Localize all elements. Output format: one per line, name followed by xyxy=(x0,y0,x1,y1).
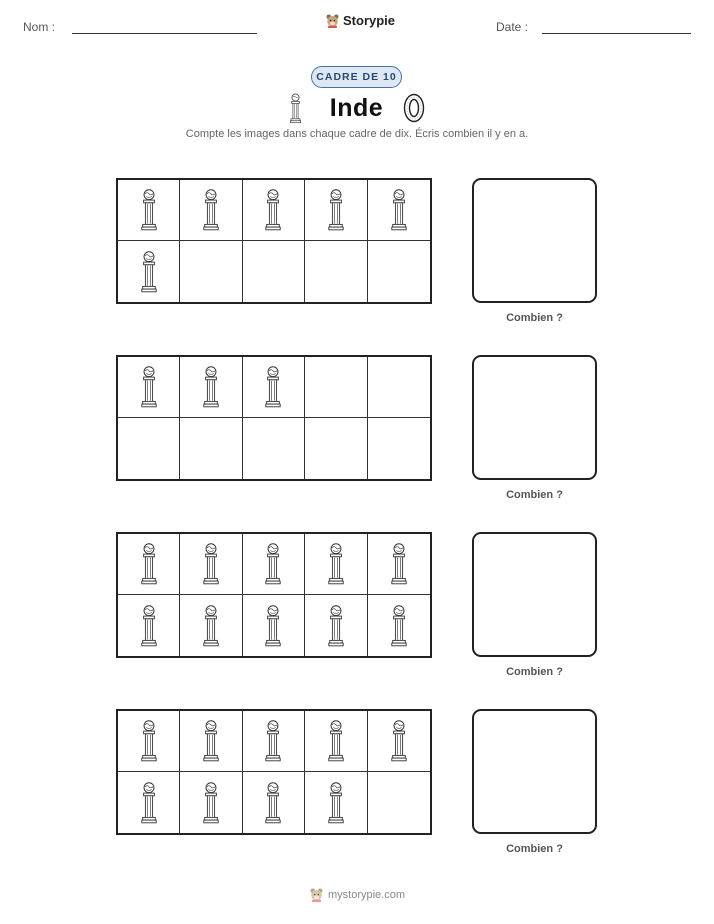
globe-pillar-icon xyxy=(140,250,158,294)
ten-frame-cell xyxy=(180,772,242,833)
ten-frame-cell xyxy=(118,180,180,241)
ten-frame-cell xyxy=(243,711,305,772)
date-label: Date : xyxy=(496,20,529,34)
globe-pillar-icon xyxy=(140,781,158,825)
ten-frame-cell xyxy=(118,418,180,479)
ten-frame-cell xyxy=(305,534,367,595)
outlined-digit-zero xyxy=(403,93,425,123)
globe-pillar-icon xyxy=(327,188,345,232)
globe-pillar-icon xyxy=(264,781,282,825)
answer-box-3[interactable] xyxy=(472,532,597,657)
ten-frame-cell xyxy=(180,180,242,241)
globe-pillar-icon xyxy=(327,781,345,825)
globe-pillar-icon xyxy=(264,188,282,232)
answer-label: Combien ? xyxy=(506,489,563,501)
date-line[interactable] xyxy=(542,33,691,34)
ten-frame-cell xyxy=(368,180,430,241)
ten-frame-cell xyxy=(118,772,180,833)
globe-pillar-icon xyxy=(202,604,220,648)
globe-pillar-icon xyxy=(289,93,302,124)
ten-frame-4 xyxy=(116,709,432,835)
name-label: Nom : xyxy=(23,20,56,34)
ten-frame-cell xyxy=(368,772,430,833)
globe-pillar-icon xyxy=(202,719,220,763)
answer-box-2[interactable] xyxy=(472,355,597,480)
ten-frame-cell xyxy=(180,534,242,595)
globe-pillar-icon xyxy=(202,542,220,586)
ten-frame-2 xyxy=(116,355,432,481)
ten-frame-cell xyxy=(305,180,367,241)
ten-frame-cell xyxy=(305,772,367,833)
ten-frame-cell xyxy=(368,418,430,479)
globe-pillar-icon xyxy=(140,604,158,648)
ten-frame-cell xyxy=(180,357,242,418)
ten-frame-cell xyxy=(118,241,180,302)
ten-frame-cell xyxy=(180,418,242,479)
ten-frame-cell xyxy=(368,357,430,418)
globe-pillar-icon xyxy=(390,188,408,232)
ten-frame-cell xyxy=(118,711,180,772)
logo-text: Storypie xyxy=(343,13,396,28)
ten-frame-cell xyxy=(368,241,430,302)
ten-frame-cell xyxy=(118,534,180,595)
ten-frame-cell xyxy=(118,595,180,656)
ten-frame-cell xyxy=(180,711,242,772)
answer-box-4[interactable] xyxy=(472,709,597,834)
ten-frame-3 xyxy=(116,532,432,658)
globe-pillar-icon xyxy=(264,365,282,409)
ten-frame-cell xyxy=(305,595,367,656)
globe-pillar-icon xyxy=(202,188,220,232)
globe-pillar-icon xyxy=(202,781,220,825)
name-line[interactable] xyxy=(72,33,257,34)
ten-frame-cell xyxy=(368,534,430,595)
ten-frame-1 xyxy=(116,178,432,304)
ten-frame-cell xyxy=(368,711,430,772)
ten-frame-cell xyxy=(305,357,367,418)
ten-frame-cell xyxy=(243,595,305,656)
globe-pillar-icon xyxy=(327,604,345,648)
answer-box-1[interactable] xyxy=(472,178,597,303)
ten-frame-cell xyxy=(305,711,367,772)
ten-frame-cell xyxy=(243,241,305,302)
bear-icon xyxy=(309,887,324,902)
globe-pillar-icon xyxy=(140,719,158,763)
ten-frame-cell xyxy=(180,595,242,656)
globe-pillar-icon xyxy=(327,542,345,586)
title-row xyxy=(0,92,714,124)
ten-frame-cell xyxy=(243,418,305,479)
footer-url: mystorypie.com xyxy=(327,888,406,901)
ten-frame-cell xyxy=(305,418,367,479)
instructions: Compte les images dans chaque cadre de dix. Écris combien il y en a. xyxy=(185,128,529,140)
ten-frame-cell xyxy=(243,180,305,241)
answer-label: Combien ? xyxy=(506,843,563,855)
ten-frame-cell xyxy=(243,772,305,833)
worksheet-type-badge: CADRE DE 10 xyxy=(311,66,402,88)
globe-pillar-icon xyxy=(202,365,220,409)
globe-pillar-icon xyxy=(390,604,408,648)
ten-frame-cell xyxy=(118,357,180,418)
ten-frame-cell xyxy=(180,241,242,302)
answer-label: Combien ? xyxy=(506,666,563,678)
storypie-logo xyxy=(325,13,395,28)
globe-pillar-icon xyxy=(140,188,158,232)
ten-frame-cell xyxy=(243,357,305,418)
globe-pillar-icon xyxy=(264,719,282,763)
globe-pillar-icon xyxy=(140,365,158,409)
globe-pillar-icon xyxy=(390,542,408,586)
globe-pillar-icon xyxy=(264,604,282,648)
footer xyxy=(0,887,714,902)
globe-pillar-icon xyxy=(264,542,282,586)
ten-frame-cell xyxy=(368,595,430,656)
ten-frame-cell xyxy=(243,534,305,595)
bear-icon xyxy=(325,13,340,28)
ten-frame-cell xyxy=(305,241,367,302)
page-title: Inde xyxy=(329,93,384,122)
globe-pillar-icon xyxy=(327,719,345,763)
globe-pillar-icon xyxy=(390,719,408,763)
globe-pillar-icon xyxy=(140,542,158,586)
answer-label: Combien ? xyxy=(506,312,563,324)
